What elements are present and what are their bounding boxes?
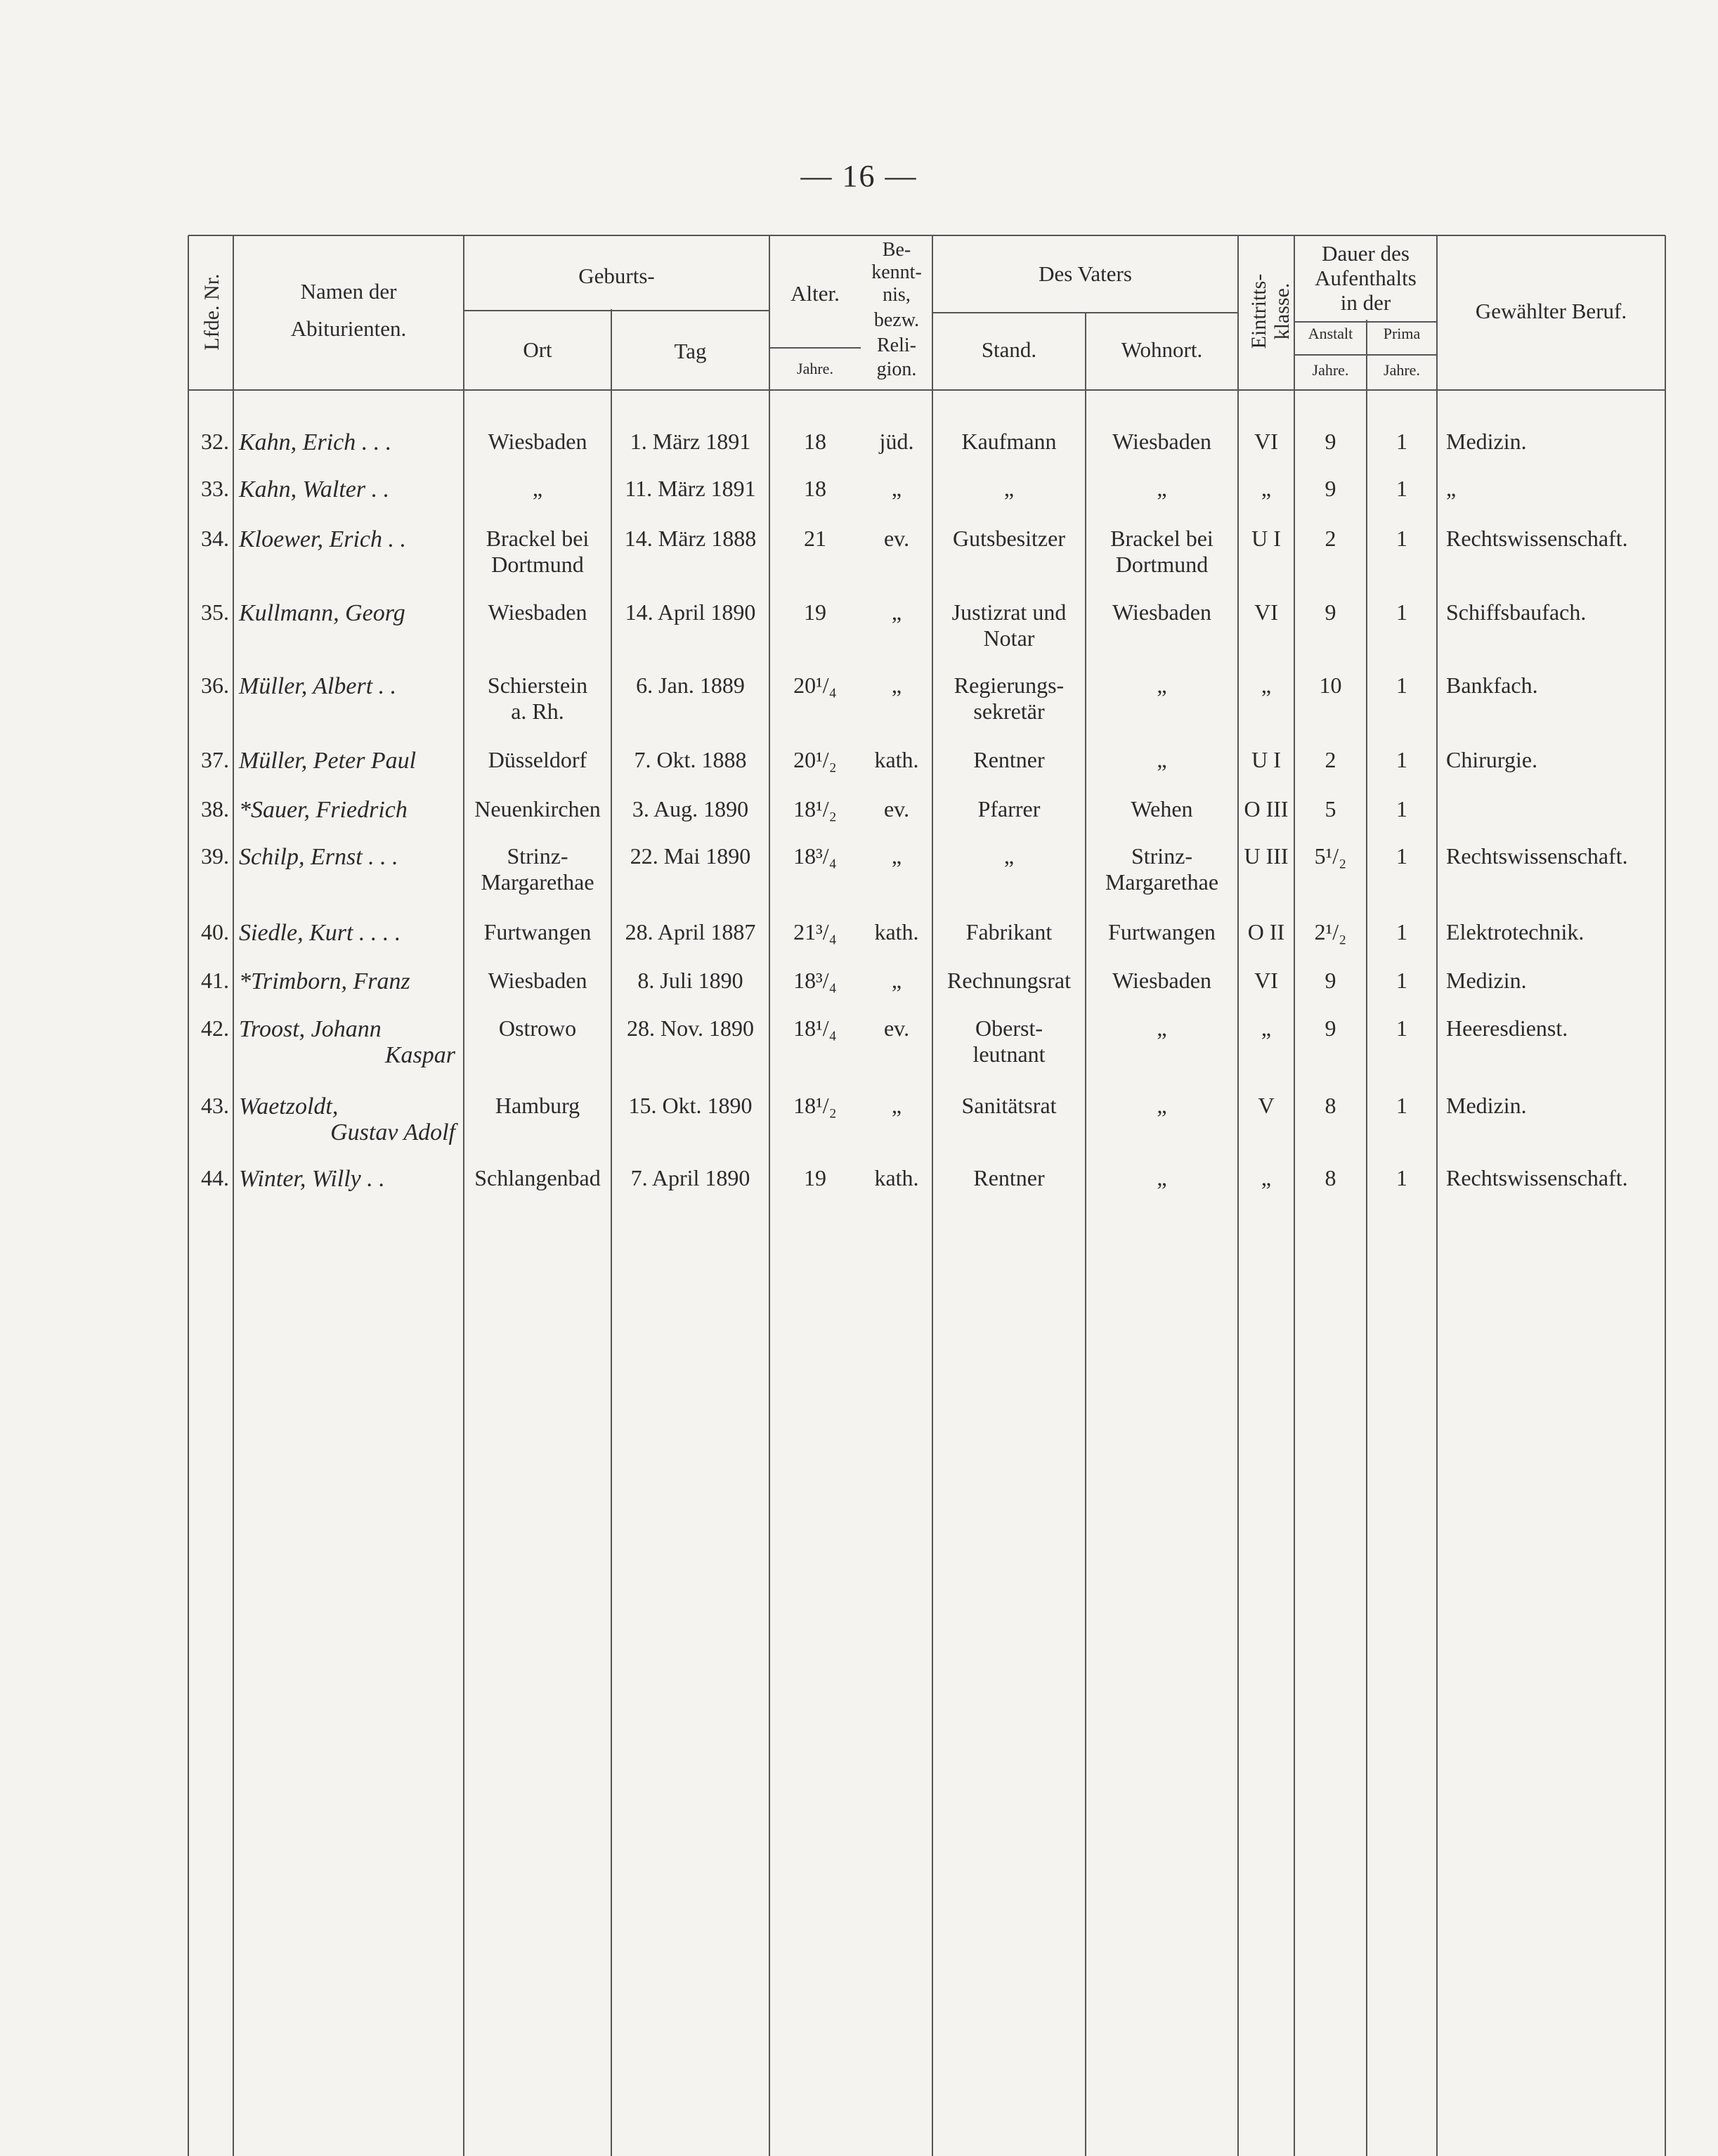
header-eintritts-1: Eintritts- xyxy=(1247,273,1270,349)
cell-tag: 8. Juli 1890 xyxy=(637,968,743,993)
cell-nr: 35. xyxy=(201,599,229,625)
cell-stand: Gutsbesitzer xyxy=(953,526,1065,551)
cell-beruf: Rechtswissenschaft. xyxy=(1446,1165,1628,1190)
cell-prima: 1 xyxy=(1396,843,1407,869)
cell-nr: 40. xyxy=(201,919,229,944)
cell-alter: 20¹/₂ xyxy=(793,747,837,772)
cell-tag: 28. April 1887 xyxy=(625,919,756,944)
header-bek-5: Reli- xyxy=(877,335,916,356)
header-prima-jahre: Jahre. xyxy=(1384,361,1420,379)
header-ort: Ort xyxy=(523,337,552,362)
cell-name: Kahn, Walter . . xyxy=(239,476,390,502)
cell-stand-2: sekretär xyxy=(973,699,1045,724)
cell-alter: 18³/₄ xyxy=(793,843,837,869)
cell-prima: 1 xyxy=(1396,1015,1407,1041)
cell-stand: „ xyxy=(1003,843,1015,869)
cell-anstalt: 10 xyxy=(1319,673,1342,698)
cell-tag: 6. Jan. 1889 xyxy=(636,673,745,698)
cell-klasse: „ xyxy=(1261,673,1272,698)
cell-stand: Regierungs- xyxy=(954,673,1065,698)
cell-tag: 7. April 1890 xyxy=(630,1165,750,1190)
cell-beruf: Schiffsbaufach. xyxy=(1446,599,1587,625)
cell-stand-2: Notar xyxy=(983,625,1035,651)
cell-prima: 1 xyxy=(1396,429,1407,454)
header-tag: Tag xyxy=(674,339,707,363)
cell-beruf: Elektrotechnik. xyxy=(1446,919,1584,944)
cell-ort: „ xyxy=(532,476,543,501)
cell-klasse: U I xyxy=(1251,747,1281,772)
cell-wohn: „ xyxy=(1157,1093,1167,1118)
cell-beruf: Rechtswissenschaft. xyxy=(1446,843,1628,869)
cell-beruf: Heeresdienst. xyxy=(1446,1015,1568,1041)
cell-wohn-2: Dortmund xyxy=(1115,552,1209,577)
cell-anstalt: 9 xyxy=(1325,1015,1336,1041)
cell-stand: Justizrat und xyxy=(951,599,1067,625)
cell-wohn: Wiesbaden xyxy=(1112,968,1211,993)
cell-stand: Oberst- xyxy=(975,1015,1043,1041)
cell-klasse: VI xyxy=(1254,429,1278,454)
header-namen-2: Abiturienten. xyxy=(290,316,407,341)
cell-rel: kath. xyxy=(874,919,919,944)
cell-beruf: „ xyxy=(1446,476,1457,501)
cell-tag: 28. Nov. 1890 xyxy=(626,1015,755,1041)
cell-tag: 1. März 1891 xyxy=(630,429,751,454)
header-prima: Prima xyxy=(1383,325,1421,342)
cell-name: Müller, Peter Paul xyxy=(239,748,417,774)
cell-name-2: Gustav Adolf xyxy=(330,1119,455,1145)
cell-name: *Sauer, Friedrich xyxy=(239,797,408,823)
cell-nr: 42. xyxy=(201,1015,229,1041)
cell-klasse: VI xyxy=(1254,599,1278,625)
cell-ort: Düsseldorf xyxy=(488,747,587,772)
cell-name: Schilp, Ernst . . . xyxy=(239,844,398,870)
cell-rel: ev. xyxy=(883,1015,910,1041)
cell-alter: 18¹/₂ xyxy=(793,1093,837,1118)
cell-nr: 32. xyxy=(201,429,229,454)
cell-tag: 11. März 1891 xyxy=(625,476,756,501)
cell-anstalt: 5¹/₂ xyxy=(1314,843,1347,869)
header-des-vaters: Des Vaters xyxy=(1039,261,1132,286)
cell-beruf: Medizin. xyxy=(1446,1093,1527,1118)
cell-wohn: Brackel bei xyxy=(1110,526,1213,551)
cell-nr: 38. xyxy=(201,796,229,822)
cell-alter: 18¹/₄ xyxy=(793,1015,837,1041)
cell-anstalt: 9 xyxy=(1325,968,1336,993)
cell-alter: 18³/₄ xyxy=(793,968,837,993)
cell-ort: Schlangenbad xyxy=(474,1165,601,1190)
cell-ort-2: Dortmund xyxy=(491,552,584,577)
cell-rel: „ xyxy=(891,476,902,501)
cell-ort-2: Margarethae xyxy=(481,869,594,895)
cell-prima: 1 xyxy=(1396,747,1407,772)
cell-ort: Brackel bei xyxy=(486,526,590,551)
cell-alter: 21 xyxy=(804,526,826,551)
cell-tag: 22. Mai 1890 xyxy=(630,843,751,869)
cell-rel: kath. xyxy=(874,747,919,772)
cell-prima: 1 xyxy=(1396,968,1407,993)
cell-name: Kullmann, Georg xyxy=(239,600,405,626)
cell-klasse: O III xyxy=(1244,796,1289,822)
cell-klasse: V xyxy=(1258,1093,1275,1118)
cell-rel: „ xyxy=(891,673,902,698)
cell-stand: Fabrikant xyxy=(965,919,1053,944)
cell-tag: 14. März 1888 xyxy=(624,526,757,551)
cell-klasse: „ xyxy=(1261,1165,1272,1190)
cell-anstalt: 2 xyxy=(1325,747,1336,772)
cell-rel: ev. xyxy=(883,796,910,822)
cell-stand: Rentner xyxy=(973,1165,1045,1190)
cell-tag: 15. Okt. 1890 xyxy=(628,1093,753,1118)
header-anstalt-jahre: Jahre. xyxy=(1312,361,1349,379)
cell-anstalt: 2 xyxy=(1325,526,1336,551)
cell-klasse: „ xyxy=(1261,1015,1272,1041)
cell-klasse: „ xyxy=(1261,476,1272,501)
cell-ort: Strinz- xyxy=(507,843,568,869)
cell-anstalt: 8 xyxy=(1325,1093,1336,1118)
cell-ort: Wiesbaden xyxy=(488,429,587,454)
cell-wohn: Wehen xyxy=(1131,796,1193,822)
header-alter-jahre: Jahre. xyxy=(797,360,833,377)
cell-beruf: Rechtswissenschaft. xyxy=(1446,526,1628,551)
cell-alter: 20¹/₄ xyxy=(793,673,837,698)
cell-stand: Pfarrer xyxy=(977,796,1041,822)
cell-prima: 1 xyxy=(1396,526,1407,551)
page-number: — 16 — xyxy=(800,159,918,193)
cell-name: Troost, Johann xyxy=(239,1016,382,1042)
cell-stand: Rentner xyxy=(973,747,1045,772)
cell-prima: 1 xyxy=(1396,1165,1407,1190)
cell-anstalt: 8 xyxy=(1325,1165,1336,1190)
cell-stand: Rechnungsrat xyxy=(947,968,1071,993)
cell-alter: 19 xyxy=(804,599,826,625)
cell-wohn: Furtwangen xyxy=(1108,919,1216,944)
cell-klasse: VI xyxy=(1254,968,1278,993)
header-bek-6: gion. xyxy=(876,358,917,380)
cell-ort: Neuenkirchen xyxy=(474,796,601,822)
cell-name: Siedle, Kurt . . . . xyxy=(239,920,401,946)
header-eintritts-2: klasse. xyxy=(1270,283,1294,340)
cell-rel: „ xyxy=(891,1093,902,1118)
cell-name-2: Kaspar xyxy=(384,1042,455,1068)
cell-beruf: Medizin. xyxy=(1446,429,1527,454)
cell-wohn: „ xyxy=(1157,476,1167,501)
cell-ort-2: a. Rh. xyxy=(511,699,564,724)
cell-name: *Trimborn, Franz xyxy=(239,968,410,994)
cell-wohn-2: Margarethae xyxy=(1105,869,1219,895)
cell-tag: 3. Aug. 1890 xyxy=(632,796,749,822)
cell-rel: „ xyxy=(891,843,902,869)
cell-nr: 36. xyxy=(201,673,229,698)
cell-wohn: Wiesbaden xyxy=(1112,429,1211,454)
cell-rel: „ xyxy=(891,968,902,993)
cell-prima: 1 xyxy=(1396,476,1407,501)
cell-rel: kath. xyxy=(874,1165,919,1190)
cell-prima: 1 xyxy=(1396,919,1407,944)
cell-stand: „ xyxy=(1003,476,1015,501)
cell-ort: Ostrowo xyxy=(498,1015,577,1041)
cell-nr: 33. xyxy=(201,476,229,501)
header-bek-1: Be- xyxy=(882,239,911,261)
cell-wohn: „ xyxy=(1157,673,1167,698)
cell-ort: Wiesbaden xyxy=(488,599,587,625)
cell-wohn: „ xyxy=(1157,747,1167,772)
cell-nr: 44. xyxy=(201,1165,229,1190)
header-dauer-1: Dauer des xyxy=(1322,241,1410,266)
header-geburts: Geburts- xyxy=(578,264,655,288)
header-bek-4: bezw. xyxy=(873,309,920,331)
header-bek-2: kennt- xyxy=(871,261,922,283)
cell-stand-2: leutnant xyxy=(972,1041,1046,1067)
cell-prima: 1 xyxy=(1396,796,1407,822)
cell-prima: 1 xyxy=(1396,599,1407,625)
cell-prima: 1 xyxy=(1396,1093,1407,1118)
cell-anstalt: 9 xyxy=(1325,429,1336,454)
cell-anstalt: 2¹/₂ xyxy=(1314,919,1347,944)
cell-alter: 18 xyxy=(804,429,826,454)
cell-name: Winter, Willy . . xyxy=(239,1166,385,1192)
cell-rel: ev. xyxy=(883,526,910,551)
cell-wohn: „ xyxy=(1157,1015,1167,1041)
cell-alter: 18¹/₂ xyxy=(793,796,837,822)
cell-anstalt: 5 xyxy=(1325,796,1336,822)
cell-name: Kloewer, Erich . . xyxy=(239,526,406,552)
header-beruf: Gewählter Beruf. xyxy=(1475,299,1627,323)
cell-beruf: Bankfach. xyxy=(1446,673,1538,698)
cell-nr: 43. xyxy=(201,1093,229,1118)
cell-klasse: O II xyxy=(1247,919,1285,944)
cell-nr: 34. xyxy=(201,526,229,551)
header-anstalt: Anstalt xyxy=(1308,325,1353,342)
header-wohnort: Wohnort. xyxy=(1121,337,1203,362)
header-bek-3: nis, xyxy=(883,284,911,306)
cell-name: Kahn, Erich . . . xyxy=(239,429,392,455)
cell-ort: Wiesbaden xyxy=(488,968,587,993)
cell-rel: jüd. xyxy=(879,429,914,454)
cell-stand: Kaufmann xyxy=(961,429,1057,454)
cell-stand: Sanitätsrat xyxy=(961,1093,1057,1118)
cell-tag: 14. April 1890 xyxy=(625,599,756,625)
cell-alter: 19 xyxy=(804,1165,826,1190)
cell-prima: 1 xyxy=(1396,673,1407,698)
header-namen-1: Namen der xyxy=(300,279,397,304)
header-stand: Stand. xyxy=(981,337,1037,362)
cell-wohn: „ xyxy=(1157,1165,1167,1190)
cell-klasse: U III xyxy=(1244,843,1289,869)
cell-klasse: U I xyxy=(1251,526,1281,551)
cell-ort: Schierstein xyxy=(487,673,588,698)
cell-tag: 7. Okt. 1888 xyxy=(634,747,747,772)
cell-alter: 21³/₄ xyxy=(793,919,837,944)
cell-nr: 37. xyxy=(201,747,229,772)
cell-wohn: Wiesbaden xyxy=(1112,599,1211,625)
header-lfd-nr: Lfde. Nr. xyxy=(200,273,223,351)
cell-ort: Furtwangen xyxy=(483,919,592,944)
cell-name: Müller, Albert . . xyxy=(239,673,397,699)
cell-beruf: Chirurgie. xyxy=(1446,747,1538,772)
cell-ort: Hamburg xyxy=(495,1093,580,1118)
cell-nr: 41. xyxy=(201,968,229,993)
cell-name: Waetzoldt, xyxy=(239,1093,339,1119)
cell-alter: 18 xyxy=(804,476,826,501)
cell-wohn: Strinz- xyxy=(1131,843,1193,869)
cell-anstalt: 9 xyxy=(1325,476,1336,501)
header-dauer-2: Aufenthalts xyxy=(1315,266,1417,290)
header-dauer-3: in der xyxy=(1340,290,1391,315)
cell-nr: 39. xyxy=(201,843,229,869)
cell-rel: „ xyxy=(891,599,902,625)
cell-anstalt: 9 xyxy=(1325,599,1336,625)
cell-beruf: Medizin. xyxy=(1446,968,1527,993)
header-alter: Alter. xyxy=(790,281,840,306)
